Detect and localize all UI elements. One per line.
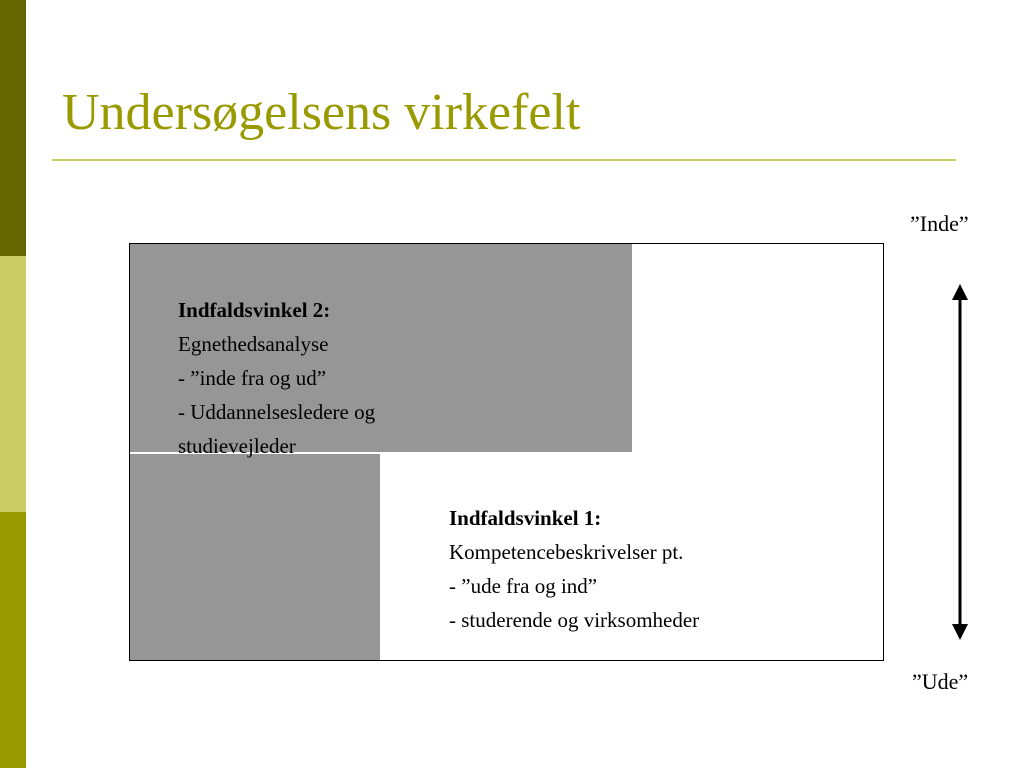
angle-2-line: Egnethedsanalyse bbox=[178, 332, 329, 356]
angle-1-heading: Indfaldsvinkel 1: bbox=[449, 506, 602, 530]
double-arrow-icon bbox=[945, 282, 975, 642]
angle-1-line: - ”ude fra og ind” bbox=[449, 574, 598, 598]
side-bar-olive bbox=[0, 512, 26, 768]
angle-2-line: - Uddannelsesledere og bbox=[178, 400, 376, 424]
angle-2-text bbox=[178, 293, 375, 463]
angle-2-line: studievejleder bbox=[178, 434, 296, 458]
angle-2-heading: Indfaldsvinkel 2: bbox=[178, 298, 331, 322]
angle-2-line: - ”inde fra og ud” bbox=[178, 366, 327, 390]
region-angle-2-lower bbox=[130, 454, 380, 660]
title-underline bbox=[52, 159, 956, 161]
inde-label: ”Inde” bbox=[910, 211, 969, 236]
side-bar-dark bbox=[0, 0, 26, 256]
side-bar-light bbox=[0, 256, 26, 512]
angle-1-line: - studerende og virksomheder bbox=[449, 608, 700, 632]
angle-1-line: Kompetencebeskrivelser pt. bbox=[449, 540, 684, 564]
angle-1-text bbox=[449, 501, 699, 637]
ude-label: ”Ude” bbox=[912, 669, 969, 694]
slide-title: Undersøgelsens virkefelt bbox=[62, 84, 581, 141]
